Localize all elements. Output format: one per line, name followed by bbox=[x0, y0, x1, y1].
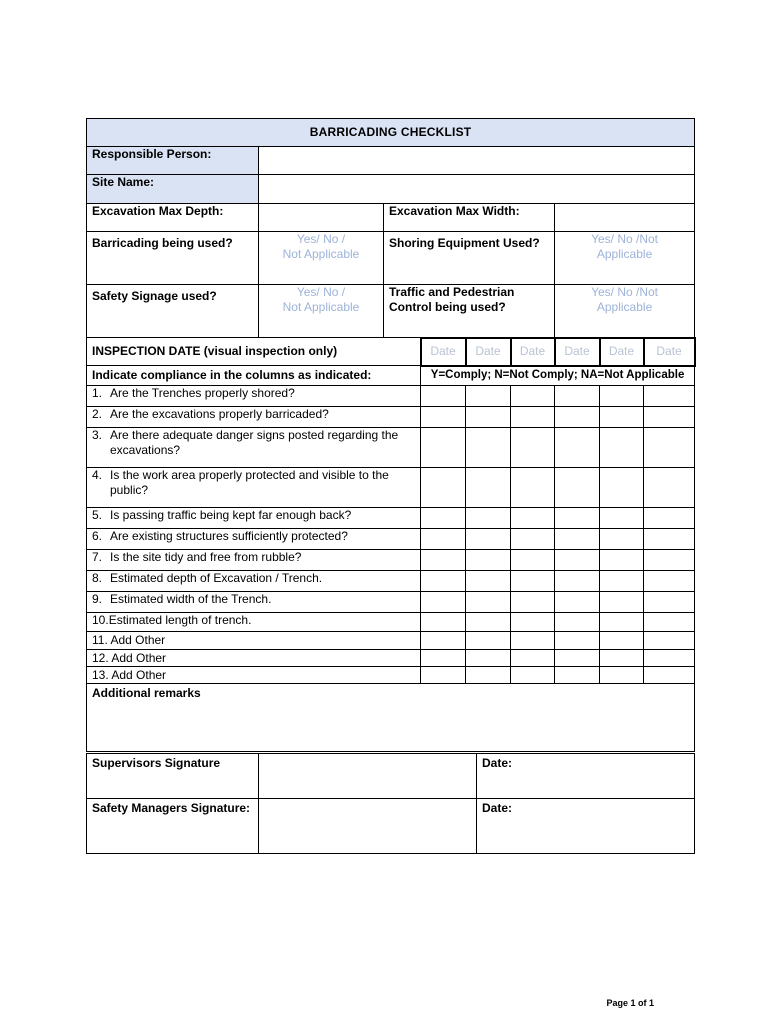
traffic-label-line1: Traffic and Pedestrian bbox=[389, 285, 515, 299]
question-text: Are the excavations properly barricaded? bbox=[110, 407, 329, 421]
question-number: 5. bbox=[92, 508, 103, 522]
compliance-label: Indicate compliance in the columns as indicated: bbox=[87, 366, 421, 386]
answer-cell[interactable] bbox=[511, 550, 555, 571]
table-row bbox=[87, 529, 695, 550]
placeholder-text: Yes/ No / bbox=[296, 232, 346, 246]
question-number: 7. bbox=[92, 550, 103, 564]
answer-cell[interactable] bbox=[600, 550, 644, 571]
exc-max-depth-label: Excavation Max Depth: bbox=[87, 204, 259, 232]
answer-cell[interactable] bbox=[600, 529, 644, 550]
answer-cell[interactable] bbox=[555, 386, 600, 407]
answer-cell[interactable] bbox=[644, 468, 695, 508]
answer-cell[interactable] bbox=[644, 407, 695, 428]
inspection-date-label: INSPECTION DATE (visual inspection only) bbox=[87, 338, 421, 366]
safety-manager-date-field[interactable]: Date: bbox=[477, 799, 695, 854]
placeholder-text: Applicable bbox=[596, 300, 653, 314]
answer-cell[interactable] bbox=[466, 667, 511, 684]
table-row bbox=[87, 407, 695, 428]
traffic-control-field[interactable] bbox=[555, 285, 695, 338]
question-cell bbox=[87, 386, 421, 407]
answer-cell[interactable] bbox=[555, 529, 600, 550]
exc-max-width-label: Excavation Max Width: bbox=[384, 204, 555, 232]
date-field-4[interactable]: Date bbox=[555, 338, 600, 366]
question-number: 8. bbox=[92, 571, 103, 585]
question-text-continued: excavations? bbox=[110, 443, 181, 457]
answer-cell[interactable] bbox=[644, 571, 695, 592]
answer-cell[interactable] bbox=[600, 667, 644, 684]
answer-cell[interactable] bbox=[644, 667, 695, 684]
answer-cell[interactable] bbox=[600, 613, 644, 632]
responsible-person-label: Responsible Person: bbox=[87, 147, 259, 175]
question-number: 3. bbox=[92, 428, 103, 442]
answer-cell[interactable] bbox=[511, 632, 555, 650]
question-text: Add Other bbox=[110, 633, 166, 647]
answer-cell[interactable] bbox=[600, 468, 644, 508]
question-number: 12. bbox=[92, 651, 109, 665]
answer-cell[interactable] bbox=[421, 650, 466, 667]
site-name-label: Site Name: bbox=[87, 175, 259, 204]
table-row bbox=[87, 508, 695, 529]
answer-cell[interactable] bbox=[555, 407, 600, 428]
answer-cell[interactable] bbox=[644, 508, 695, 529]
question-text: Estimated depth of Excavation / Trench. bbox=[110, 571, 323, 585]
question-number: 11. bbox=[92, 633, 108, 647]
document-title: BARRICADING CHECKLIST bbox=[87, 119, 695, 147]
date-field-2[interactable]: Date bbox=[466, 338, 511, 366]
answer-cell[interactable] bbox=[555, 508, 600, 529]
answer-cell[interactable] bbox=[511, 468, 555, 508]
answer-cell[interactable] bbox=[511, 650, 555, 667]
checklist-table bbox=[86, 118, 696, 752]
shoring-used-field[interactable] bbox=[555, 232, 695, 285]
answer-cell[interactable] bbox=[555, 592, 600, 613]
question-rows bbox=[87, 386, 695, 684]
table-row bbox=[87, 571, 695, 592]
question-cell bbox=[87, 428, 421, 468]
table-row bbox=[87, 632, 695, 650]
answer-cell[interactable] bbox=[511, 667, 555, 684]
answer-cell[interactable] bbox=[421, 550, 466, 571]
question-number: 6. bbox=[92, 529, 103, 543]
answer-cell[interactable] bbox=[466, 571, 511, 592]
answer-cell[interactable] bbox=[644, 529, 695, 550]
answer-cell[interactable] bbox=[600, 632, 644, 650]
answer-cell[interactable] bbox=[511, 407, 555, 428]
answer-cell[interactable] bbox=[644, 650, 695, 667]
question-cell bbox=[87, 650, 421, 667]
table-row bbox=[87, 468, 695, 508]
question-cell bbox=[87, 550, 421, 571]
answer-cell[interactable] bbox=[511, 592, 555, 613]
answer-cell[interactable] bbox=[600, 407, 644, 428]
question-cell bbox=[87, 508, 421, 529]
answer-cell[interactable] bbox=[421, 508, 466, 529]
placeholder-text: Yes/ No / bbox=[296, 285, 346, 299]
question-text: Is the site tidy and free from rubble? bbox=[110, 550, 302, 564]
answer-cell[interactable] bbox=[466, 428, 511, 468]
question-cell bbox=[87, 592, 421, 613]
placeholder-text: Applicable bbox=[596, 247, 653, 261]
question-cell bbox=[87, 529, 421, 550]
answer-cell[interactable] bbox=[600, 571, 644, 592]
answer-cell[interactable] bbox=[644, 592, 695, 613]
answer-cell[interactable] bbox=[644, 428, 695, 468]
placeholder-text: Not Applicable bbox=[282, 300, 360, 314]
traffic-control-label bbox=[384, 285, 555, 338]
answer-cell[interactable] bbox=[644, 632, 695, 650]
question-text-continued: public? bbox=[110, 483, 149, 497]
answer-cell[interactable] bbox=[644, 613, 695, 632]
responsible-person-field[interactable] bbox=[259, 147, 695, 175]
answer-cell[interactable] bbox=[466, 613, 511, 632]
answer-cell[interactable] bbox=[644, 550, 695, 571]
safety-signage-field[interactable] bbox=[259, 285, 384, 338]
question-text: Is passing traffic being kept far enough back? bbox=[110, 508, 352, 522]
site-name-field[interactable] bbox=[259, 175, 695, 204]
question-cell bbox=[87, 632, 421, 650]
placeholder-text: Yes/ No /Not bbox=[591, 285, 659, 299]
exc-max-depth-field[interactable] bbox=[259, 204, 384, 232]
date-field-1[interactable]: Date bbox=[421, 338, 466, 366]
answer-cell[interactable] bbox=[466, 407, 511, 428]
compliance-legend: Y=Comply; N=Not Comply; NA=Not Applicable bbox=[421, 366, 695, 386]
question-text: Are existing structures sufficiently protected? bbox=[110, 529, 348, 543]
answer-cell[interactable] bbox=[511, 613, 555, 632]
supervisor-date-field[interactable]: Date: bbox=[477, 754, 695, 799]
question-text: Estimated width of the Trench. bbox=[110, 592, 272, 606]
question-text: Estimated length of trench. bbox=[108, 613, 252, 627]
answer-cell[interactable] bbox=[421, 571, 466, 592]
shoring-used-label: Shoring Equipment Used? bbox=[384, 232, 555, 285]
answer-cell[interactable] bbox=[555, 632, 600, 650]
answer-cell[interactable] bbox=[511, 529, 555, 550]
table-row bbox=[87, 550, 695, 571]
date-field-3[interactable]: Date bbox=[511, 338, 555, 366]
date-field-6[interactable]: Date bbox=[644, 338, 695, 366]
table-row bbox=[87, 386, 695, 407]
question-text: Add Other bbox=[111, 651, 167, 665]
answer-cell[interactable] bbox=[511, 428, 555, 468]
question-number: 10. bbox=[92, 613, 109, 627]
answer-cell[interactable] bbox=[466, 650, 511, 667]
answer-cell[interactable] bbox=[466, 592, 511, 613]
barricading-used-label: Barricading being used? bbox=[87, 232, 259, 285]
answer-cell[interactable] bbox=[555, 428, 600, 468]
answer-cell[interactable] bbox=[466, 468, 511, 508]
answer-cell[interactable] bbox=[466, 632, 511, 650]
question-number: 2. bbox=[92, 407, 103, 421]
traffic-label-line2: Control being used? bbox=[389, 300, 506, 314]
placeholder-text: Not Applicable bbox=[282, 247, 360, 261]
supervisor-signature-field[interactable] bbox=[259, 754, 477, 799]
answer-cell[interactable] bbox=[421, 529, 466, 550]
answer-cell[interactable] bbox=[555, 667, 600, 684]
question-number: 9. bbox=[92, 592, 103, 606]
answer-cell[interactable] bbox=[466, 529, 511, 550]
answer-cell[interactable] bbox=[466, 386, 511, 407]
question-cell bbox=[87, 468, 421, 508]
answer-cell[interactable] bbox=[421, 386, 466, 407]
table-row bbox=[87, 613, 695, 632]
table-row bbox=[87, 428, 695, 468]
exc-max-width-field[interactable] bbox=[555, 204, 695, 232]
answer-cell[interactable] bbox=[600, 386, 644, 407]
barricading-used-field[interactable] bbox=[259, 232, 384, 285]
table-row bbox=[87, 650, 695, 667]
answer-cell[interactable] bbox=[421, 632, 466, 650]
additional-remarks-label: Additional remarks bbox=[92, 686, 201, 700]
additional-remarks[interactable] bbox=[87, 684, 695, 752]
answer-cell[interactable] bbox=[555, 468, 600, 508]
question-cell bbox=[87, 407, 421, 428]
safety-manager-signature-field[interactable] bbox=[259, 799, 477, 854]
answer-cell[interactable] bbox=[600, 508, 644, 529]
answer-cell[interactable] bbox=[555, 550, 600, 571]
question-cell bbox=[87, 667, 421, 684]
question-number: 4. bbox=[92, 468, 103, 482]
answer-cell[interactable] bbox=[555, 613, 600, 632]
safety-manager-signature-label: Safety Managers Signature: bbox=[87, 799, 259, 854]
answer-cell[interactable] bbox=[555, 650, 600, 667]
placeholder-text: Yes/ No /Not bbox=[591, 232, 659, 246]
answer-cell[interactable] bbox=[466, 508, 511, 529]
answer-cell[interactable] bbox=[555, 571, 600, 592]
table-row bbox=[87, 592, 695, 613]
signature-table bbox=[86, 753, 695, 854]
question-number: 1. bbox=[92, 386, 103, 400]
answer-cell[interactable] bbox=[421, 407, 466, 428]
supervisor-signature-label: Supervisors Signature bbox=[87, 754, 259, 799]
answer-cell[interactable] bbox=[421, 468, 466, 508]
answer-cell[interactable] bbox=[421, 613, 466, 632]
answer-cell[interactable] bbox=[511, 386, 555, 407]
question-text: Add Other bbox=[111, 668, 167, 682]
answer-cell[interactable] bbox=[600, 650, 644, 667]
answer-cell[interactable] bbox=[421, 592, 466, 613]
question-number: 13. bbox=[92, 668, 109, 682]
page-number: Page 1 of 1 bbox=[606, 998, 654, 1008]
question-text: Are there adequate danger signs posted regarding the bbox=[110, 428, 399, 442]
safety-signage-label: Safety Signage used? bbox=[87, 285, 259, 338]
answer-cell[interactable] bbox=[421, 667, 466, 684]
answer-cell[interactable] bbox=[600, 428, 644, 468]
answer-cell[interactable] bbox=[644, 386, 695, 407]
answer-cell[interactable] bbox=[511, 571, 555, 592]
date-field-5[interactable]: Date bbox=[600, 338, 644, 366]
answer-cell[interactable] bbox=[511, 508, 555, 529]
question-text: Is the work area properly protected and visible to the bbox=[110, 468, 389, 482]
table-row bbox=[87, 667, 695, 684]
answer-cell[interactable] bbox=[466, 550, 511, 571]
question-cell bbox=[87, 613, 421, 632]
question-text: Are the Trenches properly shored? bbox=[110, 386, 295, 400]
question-cell bbox=[87, 571, 421, 592]
answer-cell[interactable] bbox=[421, 428, 466, 468]
answer-cell[interactable] bbox=[600, 592, 644, 613]
